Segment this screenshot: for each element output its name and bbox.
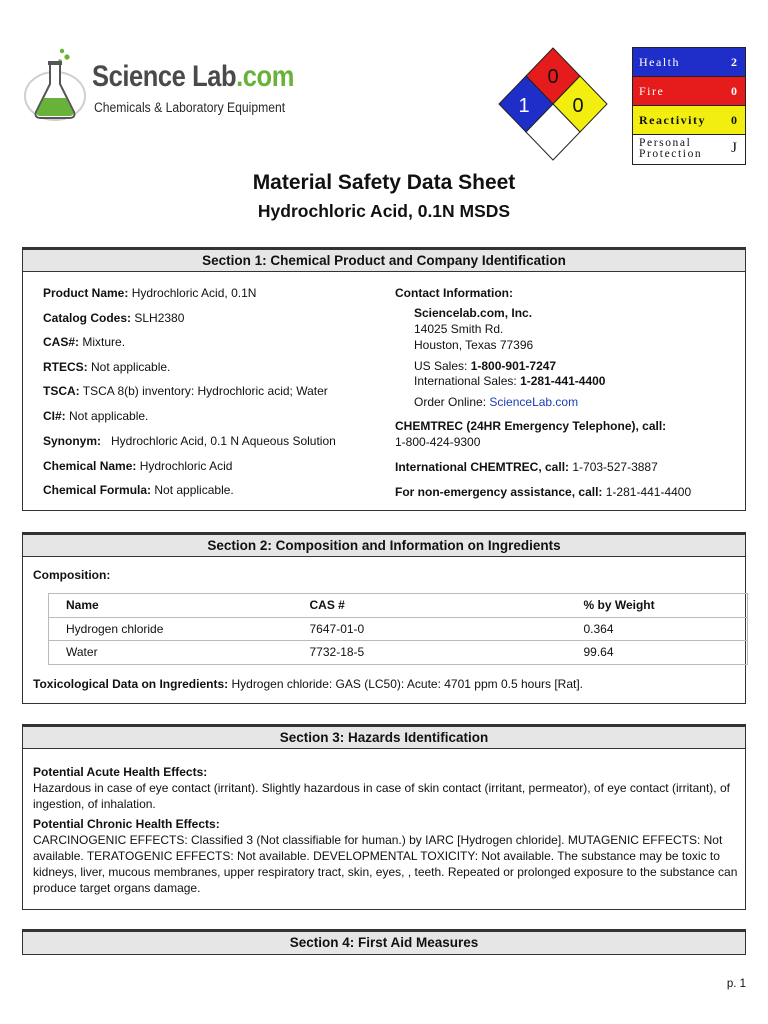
field-tsca: TSCA: TSCA 8(b) inventory: Hydrochloric acid; Water — [43, 384, 328, 398]
hmis-reactivity-row: Reactivity 0 — [633, 106, 745, 135]
field-ci: CI#: Not applicable. — [43, 409, 149, 423]
table-row — [49, 617, 748, 641]
toxicological-data: Toxicological Data on Ingredients: Hydrogen chloride: GAS (LC50): Acute: 4701 ppm 0.5 hours [Rat]. — [33, 677, 583, 691]
column-header: % by Weight — [567, 594, 748, 618]
nonemergency: For non-emergency assistance, call: 1-281-441-4400 — [395, 485, 692, 499]
chemtrec-phone: 1-800-424-9300 — [395, 435, 481, 449]
us-sales: US Sales: 1-800-901-7247 — [414, 359, 557, 373]
intl-chemtrec: International CHEMTREC, call: 1-703-527-3887 — [395, 460, 658, 474]
nfpa-reactivity: 0 — [572, 95, 584, 117]
table-row — [49, 641, 748, 665]
hmis-protection-row: Personal Protection J — [633, 135, 745, 162]
column-header: CAS # — [293, 594, 567, 618]
hmis-fire-row: Fire 0 — [633, 77, 745, 106]
nfpa-diamond — [498, 46, 608, 164]
hazards-body — [33, 764, 739, 900]
logo-tagline: Chemicals & Laboratory Equipment — [94, 100, 286, 115]
chronic-effects: Potential Chronic Health Effects: CARCINOGENIC EFFECTS: Classified 3 (Not classifiable for human.) by IARC [Hydrogen chloride]. MUTAGENIC EFFECTS: Not available. TERATOGENIC EFFECTS: Not available. DEVELOPMENTAL TOXICITY: Not available. The substance may be toxic to kidneys, liver, mucous membranes, upper respiratory tract, skin, eyes, , teeth. Repeated or prolonged exposure to the substance can produce target organs damage. — [33, 817, 738, 895]
intl-sales: International Sales: 1-281-441-4400 — [414, 374, 606, 388]
order-online: Order Online: ScienceLab.com — [414, 395, 579, 409]
ingredients-table — [48, 593, 748, 665]
contact-label: Contact Information: — [395, 286, 513, 300]
section-2 — [22, 532, 746, 704]
document-title: Material Safety Data Sheet — [252, 171, 516, 194]
logo-brand: Science Lab.com — [92, 60, 294, 93]
field-catalog-codes: Catalog Codes: SLH2380 — [43, 311, 185, 325]
table-header-row — [49, 594, 748, 618]
table-cell: Hydrogen chloride — [49, 617, 293, 641]
field-synonym: Synonym: Hydrochloric Acid, 0.1 N Aqueous Solution — [43, 434, 336, 448]
nfpa-health: 1 — [518, 95, 530, 117]
field-chemical-formula: Chemical Formula: Not applicable. — [43, 483, 234, 497]
address-line-1: 14025 Smith Rd. — [414, 322, 504, 336]
table-cell: 7732-18-5 — [293, 641, 567, 665]
section-4-heading: Section 4: First Aid Measures — [23, 930, 745, 954]
field-product-name: Product Name: Hydrochloric Acid, 0.1N — [43, 286, 257, 300]
section-4 — [22, 929, 746, 955]
hmis-health-row: Health 2 — [633, 48, 745, 77]
section-3-heading: Section 3: Hazards Identification — [23, 725, 745, 749]
sciencelab-logo — [22, 46, 312, 126]
section-2-heading: Section 2: Composition and Information on Ingredients — [23, 533, 745, 557]
page-number: p. 1 — [726, 978, 746, 990]
acute-effects: Potential Acute Health Effects: Hazardous in case of eye contact (irritant). Slightly hazardous in case of skin contact (irritant, permeator), of eye contact (irritant), of ingestion, of inhalation. — [33, 765, 730, 811]
column-header: Name — [49, 594, 293, 618]
address-line-2: Houston, Texas 77396 — [414, 338, 534, 352]
table-cell: 0.364 — [567, 617, 748, 641]
company-name: Sciencelab.com, Inc. — [414, 306, 533, 320]
table-cell: 7647-01-0 — [293, 617, 567, 641]
flask-icon — [22, 46, 92, 126]
section-1-heading: Section 1: Chemical Product and Company Identification — [23, 248, 745, 272]
composition-label: Composition: — [33, 568, 111, 582]
table-cell: Water — [49, 641, 293, 665]
field-rtecs: RTECS: Not applicable. — [43, 360, 171, 374]
field-chemical-name: Chemical Name: Hydrochloric Acid — [43, 459, 233, 473]
chemtrec-label: CHEMTREC (24HR Emergency Telephone), call: — [395, 419, 667, 433]
document-subtitle: Hydrochloric Acid, 0.1N MSDS — [257, 201, 511, 221]
order-online-link[interactable]: ScienceLab.com — [489, 395, 579, 409]
section-3 — [22, 724, 746, 910]
hmis-label — [632, 47, 746, 165]
nfpa-fire: 0 — [547, 66, 559, 88]
section-1 — [22, 247, 746, 511]
field-cas: CAS#: Mixture. — [43, 335, 126, 349]
table-cell: 99.64 — [567, 641, 748, 665]
